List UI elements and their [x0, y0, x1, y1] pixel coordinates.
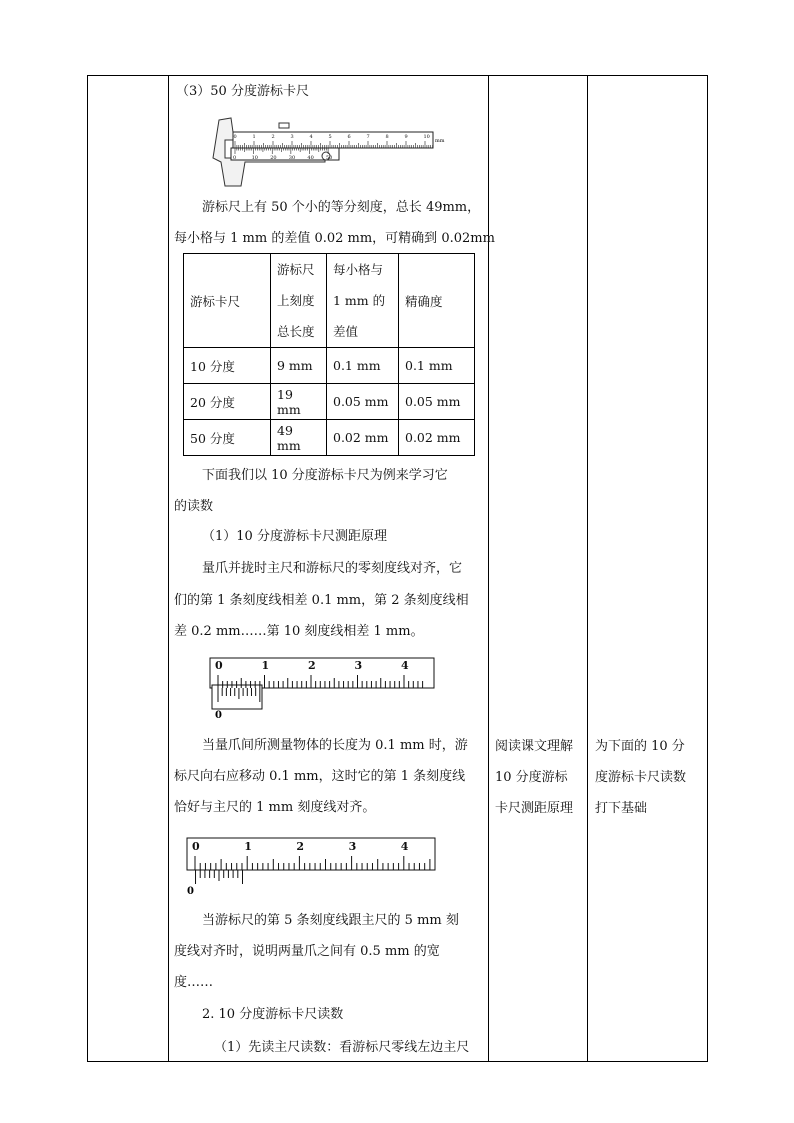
caliper-unit: mm — [435, 138, 445, 144]
design-intent-line2: 度游标卡尺读数 — [595, 770, 687, 785]
principle-title: （1）10 分度游标卡尺测距原理 — [202, 529, 387, 544]
ruler2-label: 4 — [400, 840, 409, 853]
student-activity — [495, 731, 573, 824]
header-diff-line1: 每小格与 — [333, 262, 384, 277]
ruler-diagram-aligned — [206, 655, 442, 721]
student-activity-line3: 卡尺测距原理 — [495, 801, 574, 816]
para3-line1: 当游标尺的第 5 条刻度线跟主尺的 5 mm 刻 — [202, 913, 459, 928]
intro-line1: 下面我们以 10 分度游标卡尺为例来学习它 — [202, 468, 448, 483]
header-diff-line3: 差值 — [333, 324, 359, 339]
design-intent — [595, 731, 686, 824]
caliper-vernier-label: 30 — [288, 155, 296, 161]
caliper-main-label: 7 — [366, 134, 370, 140]
ruler1-label: 4 — [401, 659, 409, 672]
table-cell: 0.05 mm — [399, 384, 475, 420]
caliper-vernier-label: 20 — [270, 155, 277, 161]
column-divider-2 — [488, 75, 489, 1061]
header-length-line2: 上刻度 — [277, 293, 315, 308]
vernier-comparison-table — [183, 253, 475, 456]
ruler1-label: 2 — [308, 659, 316, 672]
ruler2-label: 2 — [296, 840, 305, 853]
caliper-main-label: 10 — [423, 134, 430, 140]
ruler1-label: 0 — [215, 659, 223, 672]
header-length-line1: 游标尺 — [277, 262, 315, 277]
caliper-vernier-label: 0 — [233, 155, 237, 161]
table-row — [184, 420, 475, 456]
principle-line2: 们的第 1 条刻度线相差 0.1 mm，第 2 条刻度线相 — [174, 593, 469, 608]
caliper-main-label: 5 — [328, 134, 332, 140]
caliper-main-label: 0 — [233, 134, 237, 140]
reading-step: （1）先读主尺读数：看游标尺零线左边主尺 — [214, 1040, 470, 1055]
para2-line2: 标尺向右应移动 0.1 mm，这时它的第 1 条刻度线 — [174, 769, 466, 784]
ruler1-label: 1 — [261, 659, 270, 672]
table-cell: 50 分度 — [184, 420, 271, 456]
ruler2-label: 1 — [244, 840, 252, 853]
header-diff — [327, 254, 399, 348]
header-length — [271, 254, 327, 348]
para3-line2: 度线对齐时，说明两量爪之间有 0.5 mm 的宽 — [174, 944, 440, 959]
table-cell: 9 mm — [271, 348, 327, 384]
table-cell: 0.1 mm — [399, 348, 475, 384]
principle-line3: 差 0.2 mm……第 10 刻度线相差 1 mm。 — [174, 624, 424, 639]
para2-line3: 恰好与主尺的 1 mm 刻度线对齐。 — [174, 800, 376, 815]
header-precision: 精确度 — [399, 254, 475, 348]
ruler2-label: 3 — [348, 840, 357, 853]
caliper-main-label: 1 — [252, 134, 256, 140]
ruler1-vernier-zero: 0 — [215, 710, 222, 721]
student-activity-line1: 阅读课文理解 — [495, 739, 574, 754]
reading-title: 2. 10 分度游标卡尺读数 — [202, 1007, 344, 1022]
ruler2-vernier-zero: 0 — [187, 886, 194, 897]
desc-50-line1: 游标尺上有 50 个小的等分刻度，总长 49mm， — [202, 200, 481, 215]
table-cell: 0.05 mm — [327, 384, 399, 420]
caliper-main-label: 2 — [271, 134, 275, 140]
design-intent-line3: 打下基础 — [595, 801, 648, 816]
student-activity-line2: 10 分度游标 — [495, 770, 568, 785]
table-cell: 19 mm — [271, 384, 327, 420]
principle-line1: 量爪并拢时主尺和游标尺的零刻度线对齐，它 — [202, 561, 463, 576]
header-length-line3: 总长度 — [277, 324, 315, 339]
desc-50-line2: 每小格与 1 mm 的差值 0.02 mm，可精确到 0.02mm — [174, 231, 495, 246]
table-row — [184, 384, 475, 420]
section-title-50: （3）50 分度游标卡尺 — [176, 84, 309, 99]
caliper-vernier-label: 50 — [326, 155, 333, 161]
ruler2-vernier-ticks — [196, 870, 243, 884]
table-cell: 20 分度 — [184, 384, 271, 420]
table-header-row — [184, 254, 475, 348]
table-cell: 49 mm — [271, 420, 327, 456]
table-cell: 0.1 mm — [327, 348, 399, 384]
design-intent-line1: 为下面的 10 分 — [595, 739, 685, 754]
caliper-vernier-label: 40 — [307, 155, 314, 161]
caliper-vernier-label: 10 — [251, 155, 258, 161]
caliper-main-label: 9 — [404, 134, 408, 140]
ruler-diagram-shifted — [184, 836, 440, 898]
caliper-main-label: 4 — [309, 134, 313, 140]
table-cell: 0.02 mm — [327, 420, 399, 456]
intro-line2: 的读数 — [174, 499, 214, 514]
column-divider-3 — [587, 75, 588, 1061]
caliper-main-label: 6 — [347, 134, 351, 140]
header-caliper: 游标卡尺 — [184, 254, 271, 348]
table-cell: 0.02 mm — [399, 420, 475, 456]
column-divider-1 — [168, 75, 169, 1061]
header-diff-line2: 1 mm 的 — [333, 293, 386, 308]
ruler1-label: 3 — [354, 659, 363, 672]
table-row — [184, 348, 475, 384]
caliper-main-label: 8 — [385, 134, 389, 140]
caliper-illustration — [205, 112, 445, 188]
table-cell: 10 分度 — [184, 348, 271, 384]
caliper-main-label: 3 — [290, 134, 294, 140]
para2-line1: 当量爪间所测量物体的长度为 0.1 mm 时，游 — [202, 738, 468, 753]
ruler2-label: 0 — [192, 840, 200, 853]
para3-line3: 度…… — [174, 975, 214, 990]
